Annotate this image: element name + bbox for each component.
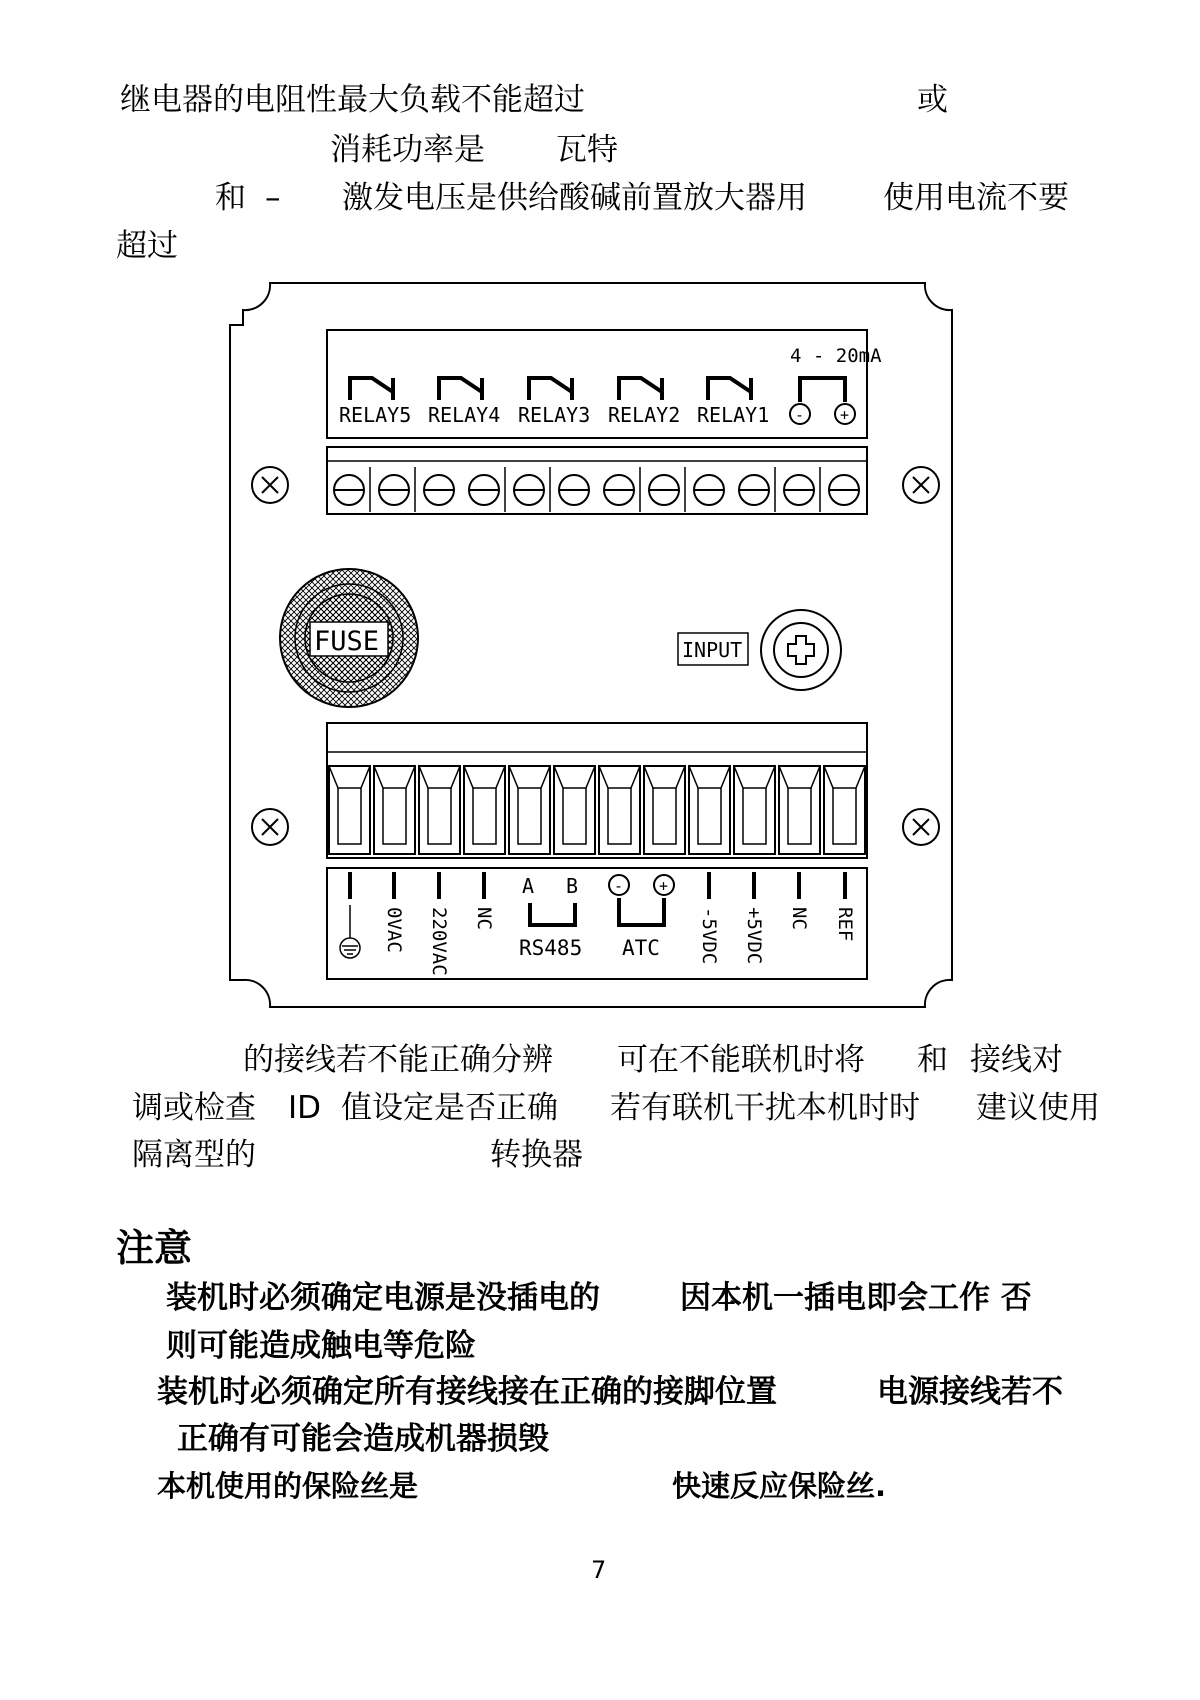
terminal-screw-icon bbox=[334, 475, 364, 505]
terminal-screw-icon bbox=[604, 475, 634, 505]
watt-text: 瓦特 bbox=[556, 132, 618, 168]
output-minus: - bbox=[795, 406, 805, 424]
terminal-slot-icon bbox=[644, 766, 685, 854]
lower-terminal-slots bbox=[329, 766, 865, 854]
atc-bracket bbox=[619, 898, 664, 925]
notice-title: 注意 bbox=[116, 1226, 193, 1270]
terminal-nc-1: NC bbox=[473, 907, 495, 930]
terminal-slot-icon bbox=[509, 766, 550, 854]
rs485-bracket bbox=[530, 903, 575, 925]
atc-label: ATC bbox=[622, 936, 660, 960]
terminal-slot-icon bbox=[599, 766, 640, 854]
relay3-label: RELAY3 bbox=[518, 403, 591, 427]
bottom-label-strip bbox=[327, 868, 867, 979]
output-plus: + bbox=[840, 406, 850, 424]
terminal-slot-icon bbox=[734, 766, 775, 854]
terminal-220vac: 220VAC bbox=[428, 907, 450, 976]
terminal-screw-icon bbox=[685, 467, 724, 512]
bottom-terminal-markers bbox=[350, 872, 845, 899]
terminal-plus-5vdc: +5VDC bbox=[743, 907, 765, 965]
terminal-slot-icon bbox=[689, 766, 730, 854]
notice-item1-a: 装机时必须确定电源是没插电的 bbox=[166, 1280, 600, 1316]
terminal-screw-icon bbox=[550, 467, 589, 512]
rs485-note-1b: 可在不能联机时将 bbox=[617, 1042, 865, 1078]
atc-minus: - bbox=[614, 877, 624, 895]
rs485-note-2d: 若有联机干扰本机时时 bbox=[610, 1090, 920, 1126]
notice-item2-a: 装机时必须确定所有接线接在正确的接脚位置 bbox=[157, 1374, 777, 1410]
dash-text: – bbox=[265, 180, 281, 216]
rs485-note-1d: 接线对 bbox=[970, 1042, 1063, 1078]
excitation-voltage-text: 激发电压是供给酸碱前置放大器用 bbox=[342, 180, 807, 216]
relay5-label: RELAY5 bbox=[339, 403, 412, 427]
terminal-screw-icon bbox=[469, 475, 499, 505]
output-label: 4 - 20mA bbox=[790, 345, 882, 367]
top-terminal-block bbox=[327, 447, 867, 514]
input-label: INPUT bbox=[682, 638, 743, 662]
notice-item3-b: 快速反应保险丝. bbox=[672, 1469, 887, 1503]
terminal-nc-2: NC bbox=[788, 907, 810, 930]
terminal-screw-icon bbox=[505, 467, 544, 512]
rs485-note-2c: 值设定是否正确 bbox=[341, 1090, 558, 1126]
terminal-slot-icon bbox=[824, 766, 865, 854]
terminal-slot-icon bbox=[554, 766, 595, 854]
top-terminal-screws bbox=[334, 467, 859, 512]
notice-item2-b: 电源接线若不 bbox=[877, 1374, 1063, 1410]
fuse-label: FUSE bbox=[314, 626, 380, 657]
power-consumption-text: 消耗功率是 bbox=[330, 132, 485, 168]
terminal-slot-icon bbox=[779, 766, 820, 854]
relay-symbols bbox=[350, 378, 845, 402]
terminal-slot-icon bbox=[419, 766, 460, 854]
terminal-screw-icon bbox=[640, 467, 679, 512]
input-connector-icon bbox=[761, 610, 841, 690]
ground-icon bbox=[340, 905, 360, 958]
terminal-ref: REF bbox=[834, 907, 856, 942]
rs485-label: RS485 bbox=[519, 936, 583, 960]
terminal-slot-icon bbox=[464, 766, 505, 854]
relay-load-or: 或 bbox=[917, 82, 948, 118]
rs485-a-label: A bbox=[522, 874, 535, 898]
terminal-screw-icon bbox=[370, 467, 409, 512]
rs485-note-2a: 调或检查 bbox=[132, 1090, 256, 1126]
terminal-screw-icon bbox=[820, 467, 859, 512]
rs485-note-3b: 转换器 bbox=[490, 1137, 583, 1173]
page-number: 7 bbox=[591, 1556, 607, 1584]
terminal-slot-icon bbox=[329, 766, 370, 854]
and-text: 和 bbox=[215, 180, 246, 216]
rs485-b-label: B bbox=[566, 874, 579, 898]
terminal-screw-icon bbox=[739, 475, 769, 505]
notice-item1-b: 因本机一插电即会工作 否 bbox=[680, 1280, 1032, 1316]
notice-item1-c: 则可能造成触电等危险 bbox=[166, 1328, 476, 1364]
terminal-screw-icon bbox=[775, 467, 814, 512]
rs485-note-3a: 隔离型的 bbox=[132, 1137, 256, 1173]
relay4-label: RELAY4 bbox=[428, 403, 501, 427]
notice-item2-c: 正确有可能会造成机器损毁 bbox=[177, 1421, 549, 1457]
atc-plus: + bbox=[659, 877, 669, 895]
terminal-screw-icon bbox=[415, 467, 454, 512]
terminal-slot-icon bbox=[374, 766, 415, 854]
rs485-note-1c: 和 bbox=[917, 1042, 948, 1078]
notice-item3-a: 本机使用的保险丝是 bbox=[157, 1469, 419, 1503]
lower-terminal-block bbox=[327, 723, 867, 858]
relay2-label: RELAY2 bbox=[608, 403, 681, 427]
terminal-0vac: 0VAC bbox=[383, 907, 405, 953]
relay1-label: RELAY1 bbox=[697, 403, 770, 427]
terminal-minus-5vdc: -5VDC bbox=[698, 907, 720, 965]
rs485-note-1a: 的接线若不能正确分辨 bbox=[243, 1042, 553, 1078]
rs485-note-2e: 建议使用 bbox=[976, 1090, 1100, 1126]
current-limit-text: 使用电流不要 bbox=[883, 180, 1069, 216]
relay-load-text: 继电器的电阻性最大负载不能超过 bbox=[120, 82, 585, 118]
rs485-note-2b: ID bbox=[288, 1090, 322, 1126]
exceed-text: 超过 bbox=[116, 228, 178, 264]
